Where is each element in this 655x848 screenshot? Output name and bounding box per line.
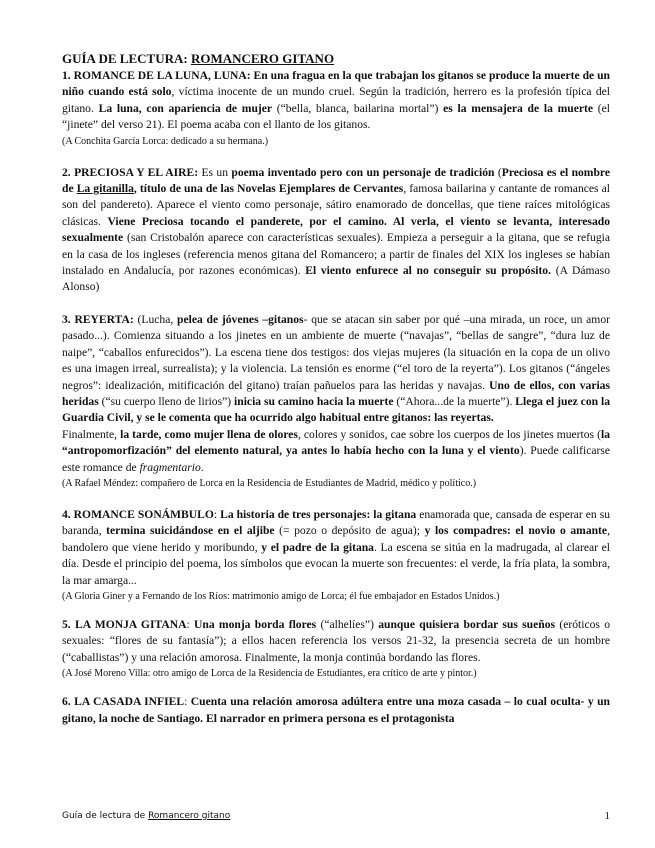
footer-text: Guía de lectura de Romancero gitano bbox=[62, 811, 231, 821]
dedication-note: (A José Moreno Villa: otro amigo de Lorca de la Residencia de Estudiantes, era crítico de arte y pintor.) bbox=[62, 668, 477, 680]
dedication-note: (A Rafael Méndez: compañero de Lorca en la Residencia de Estudiantes de Madrid, médico y político.) bbox=[62, 477, 477, 489]
page-title: GUÍA DE LECTURA: ROMANCERO GITANO bbox=[62, 51, 335, 66]
document-page bbox=[62, 50, 610, 727]
section-preciosa: 2. PRECIOSA Y EL AIRE: Es un poema inventado pero con un personaje de tradición (Preciosa es el nombre de La gitanilla, título de una de las Novelas Ejemplares de Cervantes, famosa bailarina y cantante de romances al son del pandereto). Aparece el viento como personaje, sátiro enamorado de doncellas, que tiene raíces mitológicas clásicas. Viene Preciosa tocando el panderete, por el camino. Al verla, el viento se levanta, interesado sexualmente (san Cristobalón aparece con características sexuales). Empieza a perseguir a la gitana, que se refugia en la casa de los ingleses (referencia menos gitana del Romancero; a partir de finales del XIX los ingleses se habían instalado en Andalucía, por razones económicas). El viento enfurece al no conseguir su propósito. (A Dámaso Alonso) bbox=[62, 165, 610, 294]
page-footer bbox=[62, 811, 610, 821]
section-casada: 6. LA CASADA INFIEL: Cuenta una relación amorosa adúltera entre una moza casada – lo cual oculta- y un gitano, la noche de Santiago. El narrador en primera persona es el protagonista bbox=[62, 695, 610, 725]
dedication-note: (A Gloria Giner y a Fernando de los Ríos: matrimonio amigo de Lorca; él fue embajador en Estados Unidos.) bbox=[62, 590, 500, 602]
page-number: 1 bbox=[604, 810, 610, 822]
section-sonambulo: 4. ROMANCE SONÁMBULO: La historia de tres personajes: la gitana enamorada que, cansada de esperar en su baranda, termina suicidándose en el aljibe (= pozo o depósito de agua); y los compadres: el novio o amante, bandolero que viene herido y moribundo, y el padre de la gitana. La escena se sitúa en la madrugada, al clarear el día. Desde el principio del poema, los símbolos que evocan la muerte son frecuentes: el verde, la fría plata, la sombra, la mar amarga... bbox=[62, 507, 611, 587]
dedication-note: (A Conchita García Lorca: dedicado a su hermana.) bbox=[62, 135, 269, 147]
title-underlined: ROMANCERO GITANO bbox=[190, 51, 335, 66]
section-reyerta: 3. REYERTA: (Lucha, pelea de jóvenes –gitanos- que se atacan sin saber por qué –una mirada, un roce, un amor pasado...). Comienza situando a los jinetes en un ambiente de muerte (“navajas”, “bellas de sangre”, “dura luz de naipe”, “caballos enfurecidos”). La escena tiene dos testigos: dos viejas mujeres (la situación en la copa de un olivo es una imagen irreal, surrealista); y la violencia. La tensión es enorme (“el toro de la reyerta”). Los gitanos (“ángeles negros”: idealización, mitificación del gitano) traían pañuelos para las heridas y navajas. Uno de ellos, con varias heridas (“su cuerpo lleno de lirios”) inicia su camino hacia la muerte (“Ahora...de la muerte”). Llega el juez con la Guardia Civil, y se le comenta que ha ocurrido algo habitual entre gitanos: las reyertas. Finalmente, la tarde, como mujer llena de olores, colores y sonidos, cae sobre los cuerpos de los jinetes muertos (la “antropomorfización” del elemento natural, ya antes lo había hecho con la luna y el viento). Puede calificarse este romance de fragmentario. bbox=[62, 312, 611, 474]
section-luna-luna: 1. ROMANCE DE LA LUNA, LUNA: En una fragua en la que trabajan los gitanos se produce la muerte de un niño cuando está solo, víctima inocente de un mundo cruel. Según la tradición, herrero es la profesión típica del gitano. La luna, con apariencia de mujer (“bella, blanca, bailarina mortal”) es la mensajera de la muerte (el “jinete” del verso 21). El poema acaba con el llanto de los gitanos. bbox=[62, 69, 611, 132]
section-monja: 5. LA MONJA GITANA: Una monja borda flores (“alhelíes”) aunque quisiera bordar sus sueños (eróticos o sexuales: “flores de su fantasía”); a ellos hacen referencia los versos 21-32, la presencia secreta de un hombre (“caballistas”) y una relación amorosa. Finalmente, la monja continúa bordando las flores. bbox=[62, 617, 610, 664]
